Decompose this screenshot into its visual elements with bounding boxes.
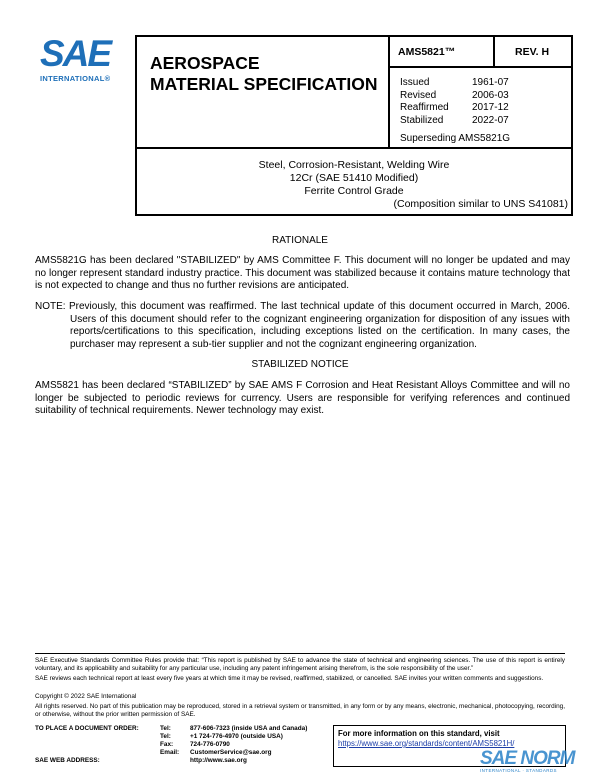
superseding-note: Superseding AMS5821G — [400, 133, 511, 144]
contact-key: Tel: — [160, 733, 171, 740]
date-label: Issued — [400, 77, 430, 88]
revision-label: REV. H — [495, 37, 571, 68]
footer-rules-text: SAE Executive Standards Committee Rules provide that: “This report is published by SAE to advance the state of technical and engineering sciences. The use of this report is entirely voluntary, and its applicability and suitability for any particular use, including any patent infringement arising therefrom, is the sole responsibility of the user.” — [35, 657, 565, 672]
date-row-issued — [400, 77, 509, 90]
logo-mark: SAE — [40, 33, 111, 74]
rationale-note — [35, 301, 570, 351]
more-info-title: For more information on this standard, visit — [338, 729, 500, 738]
contact-value: +1 724-776-4970 (outside USA) — [190, 733, 283, 740]
title-line-1: AEROSPACE — [150, 53, 260, 73]
web-label: SAE WEB ADDRESS: — [35, 757, 100, 764]
logo-subtitle: INTERNATIONAL® — [40, 74, 111, 83]
document-header — [135, 35, 573, 149]
footer-divider — [35, 653, 565, 654]
watermark-mark: SAE NORM — [480, 748, 575, 769]
document-type-title — [150, 53, 378, 95]
material-title-line-3: Ferrite Control Grade — [304, 185, 404, 197]
material-title-block — [135, 149, 573, 216]
material-title-line-1: Steel, Corrosion-Resistant, Welding Wire — [258, 159, 450, 171]
note-body: Previously, this document was reaffirmed. The last technical update of this document occurred in March, 2006. Users of this document should refer to the cognizant engineering organization for disposition of any issues with reports/certifications to this specification, including exceptions listed on the certification. In many cases, the purchaser may represent a sub-tier supplier and not the cognizant engineering organization. — [69, 301, 570, 350]
date-value: 2006-03 — [472, 89, 509, 101]
date-value: 2022-07 — [472, 114, 509, 126]
rationale-heading: RATIONALE — [272, 235, 328, 246]
spec-number: AMS5821™ — [390, 37, 495, 68]
footer-review-text: SAE reviews each technical report at least every five years at which time it may be revised, reaffirmed, stabilized, or cancelled. SAE invites your written comments and suggestions. — [35, 675, 544, 682]
date-value: 1961-07 — [472, 77, 509, 88]
footer-rights-text: All rights reserved. No part of this publication may be reproduced, stored in a retrieval system or transmitted, in any form or by any means, electronic, mechanical, photocopying, recording, or otherwise, without the prior written permission of SAE. — [35, 703, 565, 718]
date-value: 2017-12 — [472, 102, 509, 113]
date-label: Revised — [400, 89, 437, 101]
note-label: NOTE: — [35, 301, 66, 312]
material-title-line-2: 12Cr (SAE 51410 Modified) — [289, 172, 419, 184]
date-row-stabilized — [400, 115, 509, 128]
watermark-subtitle: INTERNATIONAL · STANDARDS — [480, 768, 557, 773]
date-label: Stabilized — [400, 114, 444, 126]
standard-url-link[interactable]: https://www.sae.org/standards/content/AMS5821H/ — [338, 739, 515, 748]
title-line-2: MATERIAL SPECIFICATION — [150, 74, 378, 94]
contact-value: 724-776-0790 — [190, 741, 230, 748]
watermark-logo — [480, 750, 600, 774]
sae-logo — [40, 33, 122, 84]
web-address-link[interactable]: http://www.sae.org — [190, 757, 247, 764]
contact-key: Fax: — [160, 741, 174, 748]
contact-value: 877-606-7323 (inside USA and Canada) — [190, 725, 308, 732]
contact-key: Tel: — [160, 725, 171, 732]
date-row-revised — [400, 90, 509, 103]
title-cell — [137, 37, 390, 147]
date-row-reaffirmed — [400, 102, 509, 115]
contact-key: Email: — [160, 749, 180, 756]
material-title-line-4: (Composition similar to UNS S41081) — [393, 198, 568, 210]
date-history — [400, 77, 509, 127]
footer-copyright: Copyright © 2022 SAE International — [35, 693, 137, 700]
date-label: Reaffirmed — [400, 102, 449, 113]
stabilized-notice-heading: STABILIZED NOTICE — [251, 359, 349, 370]
order-label: TO PLACE A DOCUMENT ORDER: — [35, 725, 139, 732]
contact-email[interactable]: CustomerService@sae.org — [190, 749, 272, 756]
order-contacts — [35, 725, 308, 764]
rationale-body: AMS5821G has been declared "STABILIZED" by AMS Committee F. This document will no longer be updated and may no longer represent standard industry practice. This document was stabilized because it contains mature technology that is not expected to change and thus no further revisions are anticipated. — [35, 255, 570, 291]
stabilized-notice-body: AMS5821 has been declared “STABILIZED” by SAE AMS F Corrosion and Heat Resistant Alloys Committee and will no longer be subjected to periodic reviews for currency. Users are responsible for verifying references and continued suitability of technical requirements. Newer technology may exist. — [35, 380, 570, 416]
